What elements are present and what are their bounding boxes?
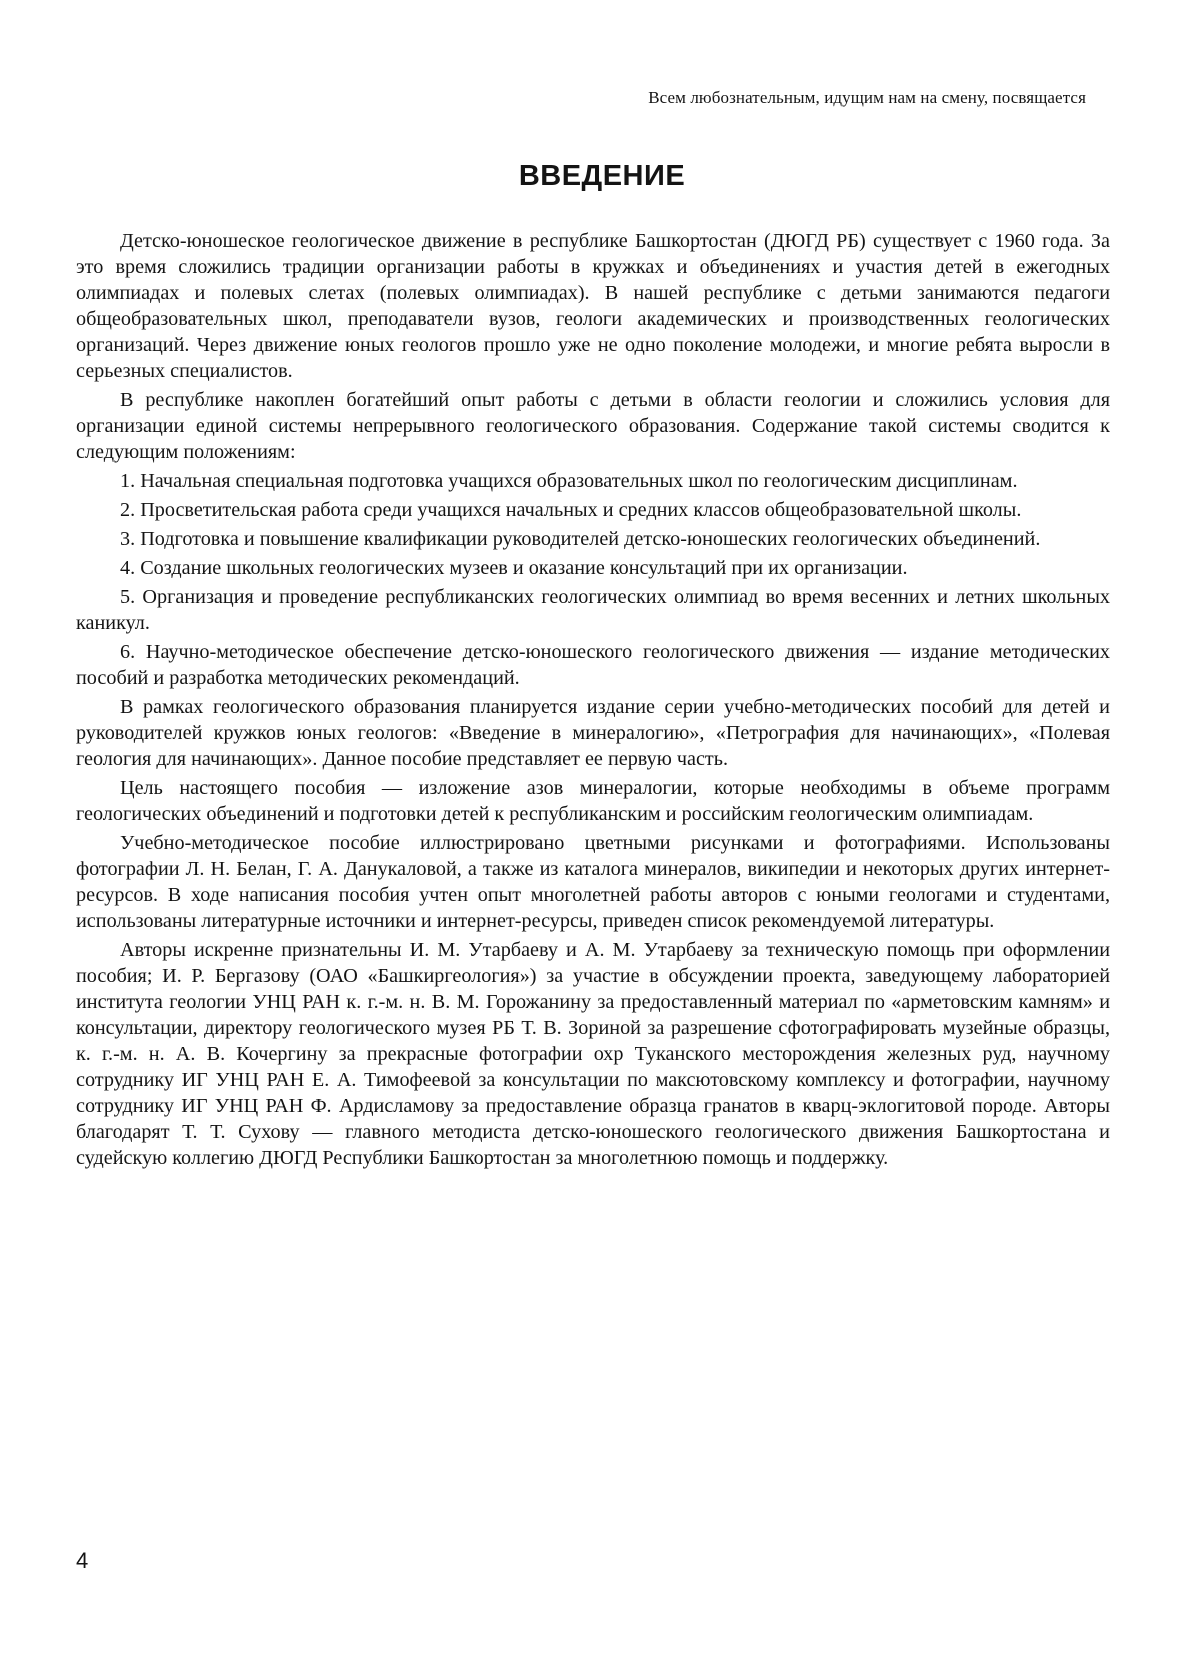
- list-item-4: 4. Создание школьных геологических музеев и оказание консультаций при их организации.: [76, 555, 1110, 581]
- document-page: [0, 0, 1200, 1674]
- paragraph-system: В республике накоплен богатейший опыт работы с детьми в области геологии и сложились условия для организации единой системы непрерывного геологического образования. Содержание такой системы сводится к следующим положениям:: [76, 387, 1110, 465]
- list-item-6: 6. Научно-методическое обеспечение детско-юношеского геологического движения — издание методических пособий и разработка методических рекомендаций.: [76, 639, 1110, 691]
- paragraph-series: В рамках геологического образования планируется издание серии учебно-методических пособий для детей и руководителей кружков юных геологов: «Введение в минералогию», «Петрография для начинающих», «Полевая геология для начинающих». Данное пособие представляет ее первую часть.: [76, 694, 1110, 772]
- epigraph: Всем любознательным, идущим нам на смену, посвящается: [648, 88, 1086, 108]
- list-item-1: 1. Начальная специальная подготовка учащихся образовательных школ по геологическим дисциплинам.: [76, 468, 1110, 494]
- section-title: ВВЕДЕНИЕ: [0, 160, 1200, 193]
- page-number: 4: [76, 1548, 88, 1574]
- paragraph-intro: Детско-юношеское геологическое движение в республике Башкортостан (ДЮГД РБ) существует с 1960 года. За это время сложились традиции организации работы в кружках и объединениях и участия детей в ежегодных олимпиадах и полевых слетах (полевых олимпиадах). В нашей республике с детьми занимаются педагоги общеобразовательных школ, преподаватели вузов, геологи академических и производственных геологических организаций. Через движение юных геологов прошло уже не одно поколение молодежи, и многие ребята выросли в серьезных специалистов.: [76, 228, 1110, 384]
- body-text: [76, 228, 1110, 1174]
- paragraph-acknowledgements: Авторы искренне признательны И. М. Утарбаеву и А. М. Утарбаеву за техническую помощь при оформлении пособия; И. Р. Бергазову (ОАО «Башкиргеология») за участие в обсуждении проекта, заведующему лабораторией института геологии УНЦ РАН к. г.-м. н. В. М. Горожанину за предоставленный материал по «арметовским камням» и консультации, директору геологического музея РБ Т. В. Зориной за разрешение сфотографировать музейные образцы, к. г.-м. н. А. В. Кочергину за прекрасные фотографии охр Туканского месторождения железных руд, научному сотруднику ИГ УНЦ РАН Е. А. Тимофеевой за консультации по максютовскому комплексу и фотографии, научному сотруднику ИГ УНЦ РАН Ф. Ардисламову за предоставление образца гранатов в кварц-эклогитовой породе. Авторы благодарят Т. Т. Сухову — главного методиста детско-юношеского геологического движения Башкортостана и судейскую коллегию ДЮГД Республики Башкортостан за многолетнюю помощь и поддержку.: [76, 937, 1110, 1171]
- paragraph-goal: Цель настоящего пособия — изложение азов минералогии, которые необходимы в объеме программ геологических объединений и подготовки детей к республиканским и российским геологическим олимпиадам.: [76, 775, 1110, 827]
- list-item-5: 5. Организация и проведение республиканских геологических олимпиад во время весенних и летних школьных каникул.: [76, 584, 1110, 636]
- list-item-2: 2. Просветительская работа среди учащихся начальных и средних классов общеобразовательной школы.: [76, 497, 1110, 523]
- list-item-3: 3. Подготовка и повышение квалификации руководителей детско-юношеских геологических объединений.: [76, 526, 1110, 552]
- paragraph-illustrations: Учебно-методическое пособие иллюстрировано цветными рисунками и фотографиями. Использованы фотографии Л. Н. Белан, Г. А. Данукаловой, а также из каталога минералов, википедии и некоторых других интернет-ресурсов. В ходе написания пособия учтен опыт многолетней работы авторов с юными геологами и студентами, использованы литературные источники и интернет-ресурсы, приведен список рекомендуемой литературы.: [76, 830, 1110, 934]
